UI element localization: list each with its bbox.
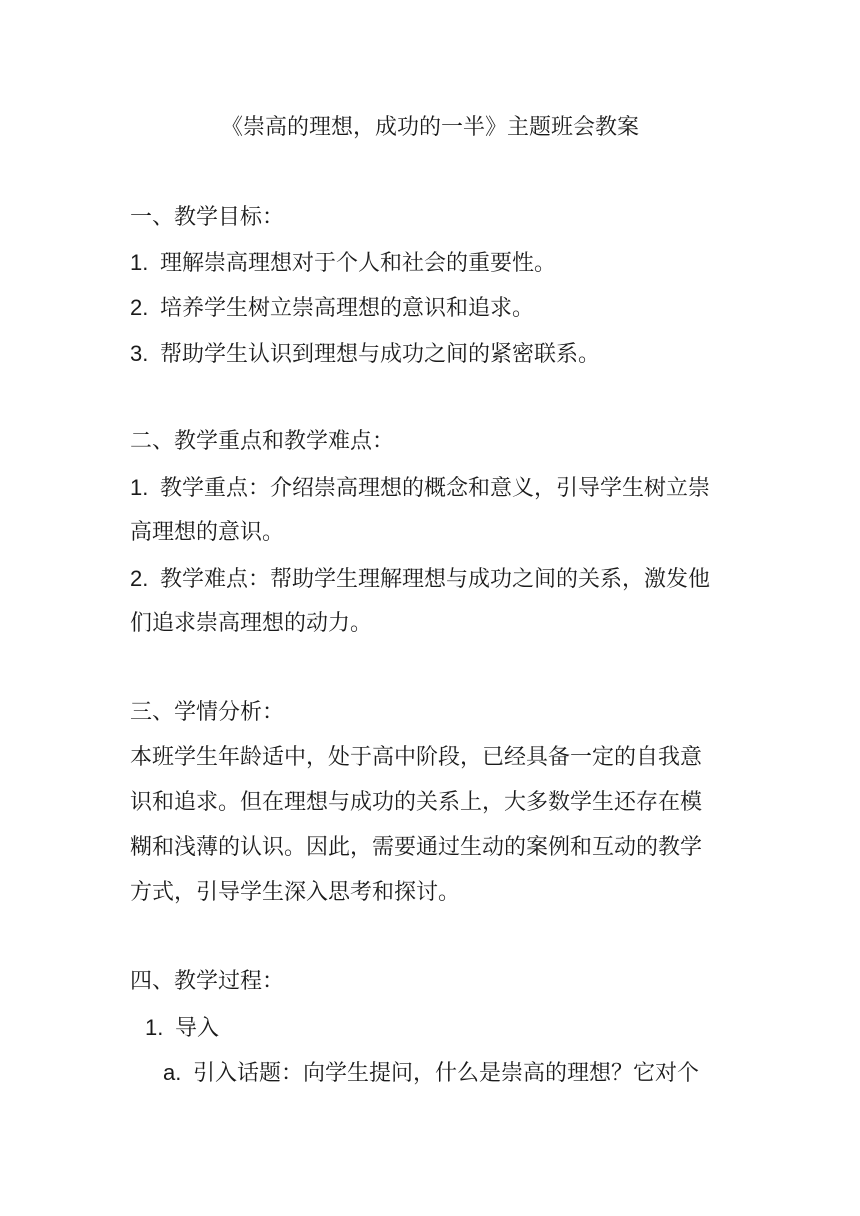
section-heading-focus: 二、教学重点和教学难点： — [130, 429, 395, 454]
objective-item — [130, 290, 740, 327]
list-number: 1. — [130, 475, 149, 500]
list-letter: a. — [163, 1060, 182, 1085]
section-heading-process: 四、教学过程： — [130, 969, 285, 994]
focus-text-line1: 教学重点：介绍崇高理想的概念和意义，引导学生树立崇 — [160, 476, 711, 501]
list-number: 1. — [145, 1015, 164, 1040]
analysis-paragraph-line: 糊和浅薄的认识。因此，需要通过生动的案例和互动的教学 — [130, 835, 703, 860]
process-step — [145, 1010, 755, 1047]
difficulty-text-line2: 们追求崇高理想的动力。 — [130, 611, 373, 636]
process-step-label: 导入 — [175, 1016, 220, 1041]
objective-item — [130, 245, 740, 282]
focus-text-line2: 高理想的意识。 — [130, 520, 285, 545]
analysis-paragraph-line: 本班学生年龄适中，处于高中阶段，已经具备一定的自我意 — [130, 745, 703, 770]
section-heading-objectives: 一、教学目标： — [130, 205, 285, 230]
document-title: 《崇高的理想，成功的一半》主题班会教案 — [220, 115, 639, 140]
analysis-paragraph-line: 识和追求。但在理想与成功的关系上，大多数学生还存在模 — [130, 790, 703, 815]
objective-text: 培养学生树立崇高理想的意识和追求。 — [160, 296, 535, 321]
list-number: 1. — [130, 250, 149, 275]
list-number: 2. — [130, 566, 149, 591]
analysis-paragraph-line: 方式，引导学生深入思考和探讨。 — [130, 880, 461, 905]
list-number: 2. — [130, 295, 149, 320]
list-number: 3. — [130, 341, 149, 366]
objective-text: 帮助学生认识到理想与成功之间的紧密联系。 — [160, 342, 601, 367]
difficulty-item — [130, 561, 740, 598]
process-substep — [163, 1055, 773, 1092]
objective-item — [130, 336, 740, 373]
process-substep-text: 引入话题：向学生提问，什么是崇高的理想？它对个 — [193, 1061, 700, 1086]
difficulty-text-line1: 教学难点：帮助学生理解理想与成功之间的关系，激发他 — [160, 567, 711, 592]
section-heading-analysis: 三、学情分析： — [130, 700, 285, 725]
focus-item — [130, 470, 740, 507]
objective-text: 理解崇高理想对于个人和社会的重要性。 — [160, 251, 557, 276]
